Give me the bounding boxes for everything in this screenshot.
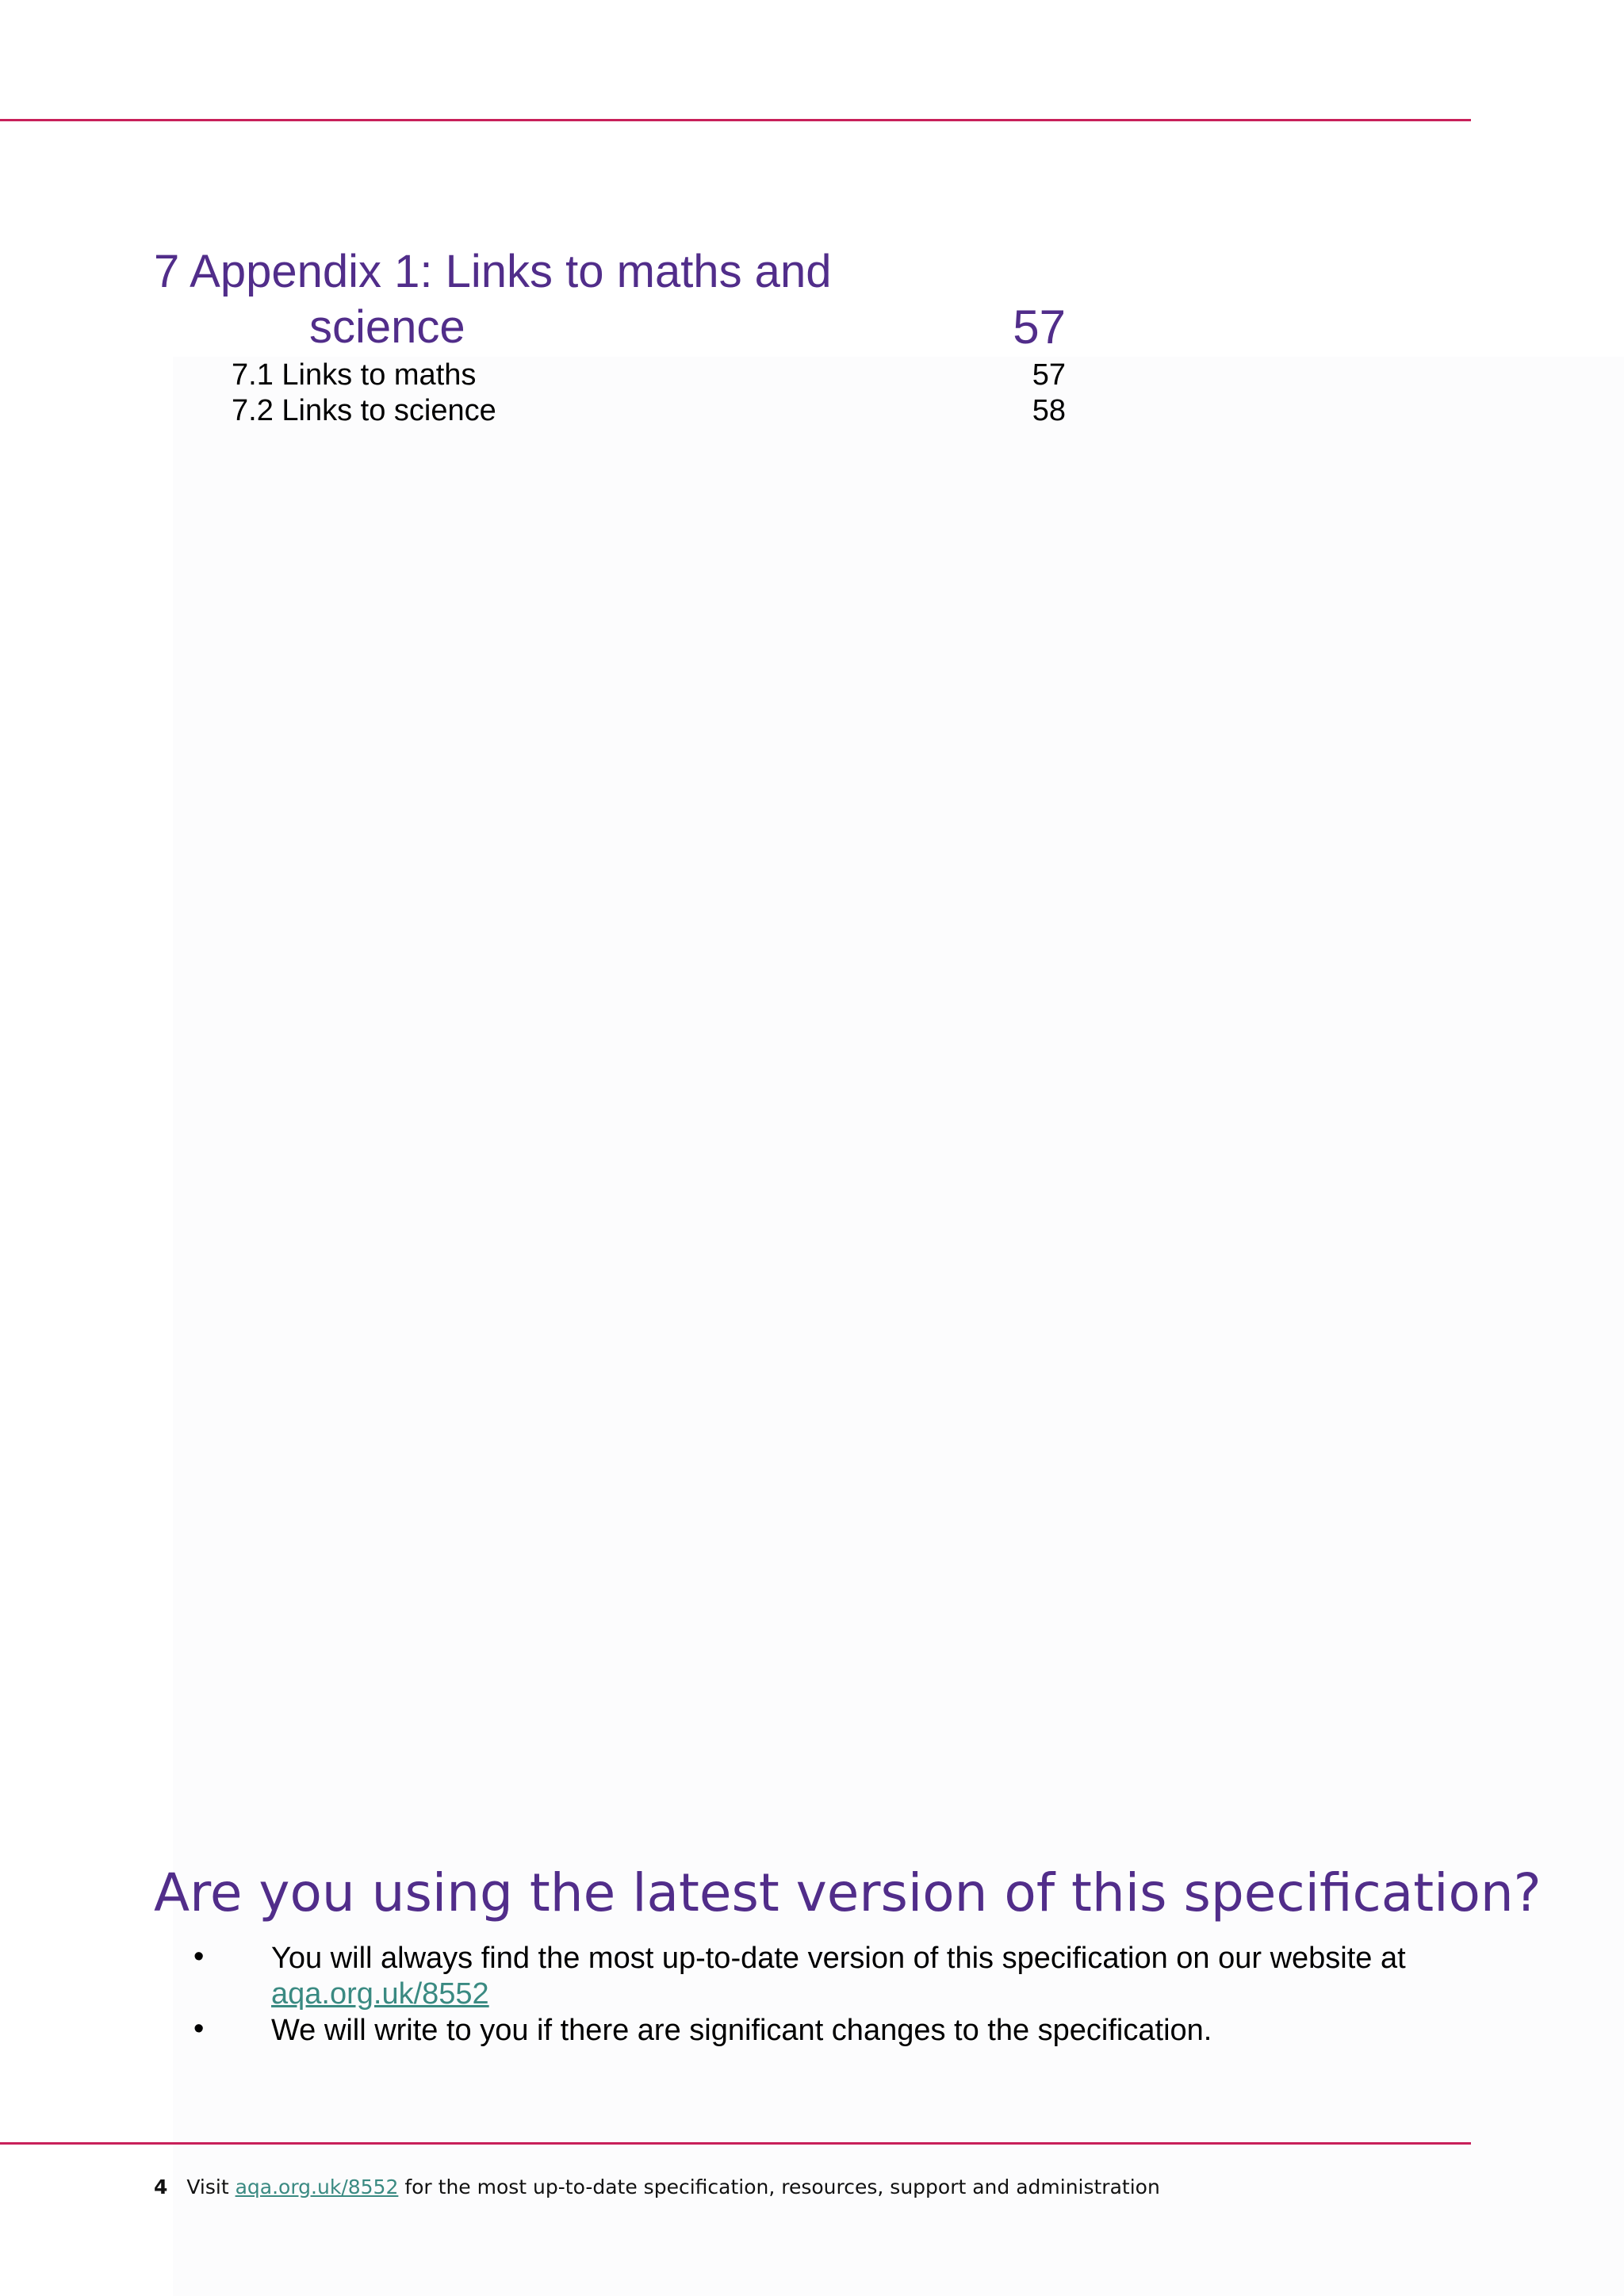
top-divider: [0, 119, 1471, 121]
bullet-marker: •: [193, 1940, 205, 1973]
toc-subentry-title: 7.1 Links to maths: [232, 358, 477, 392]
bullet-marker: •: [193, 2012, 205, 2045]
spec-website-link[interactable]: aqa.org.uk/8552: [271, 1977, 489, 2011]
toc-entry-title-line2: science: [309, 301, 465, 353]
page-footer: [154, 2174, 1160, 2201]
toc-entry-title-line1: 7 Appendix 1: Links to maths and: [154, 246, 832, 297]
toc-subentry-page: 58: [1032, 394, 1066, 427]
latest-version-heading: Are you using the latest version of this specification?: [154, 1862, 1542, 1923]
footer-prefix: Visit: [186, 2175, 229, 2198]
bullet-text-website: You will always find the most up-to-date version of this specification on our website at: [271, 1942, 1406, 1975]
toc-subentry-page: 57: [1032, 358, 1066, 392]
toc-entry-page: 57: [1013, 300, 1066, 354]
footer-link[interactable]: aqa.org.uk/8552: [235, 2175, 399, 2198]
footer-suffix: for the most up-to-date specification, resources, support and administration: [404, 2175, 1160, 2198]
bullet-text-changes: We will write to you if there are significant changes to the specification.: [271, 2014, 1212, 2047]
page-number: 4: [154, 2175, 168, 2198]
toc-subentry-title: 7.2 Links to science: [232, 394, 496, 427]
footer-divider: [0, 2142, 1471, 2145]
